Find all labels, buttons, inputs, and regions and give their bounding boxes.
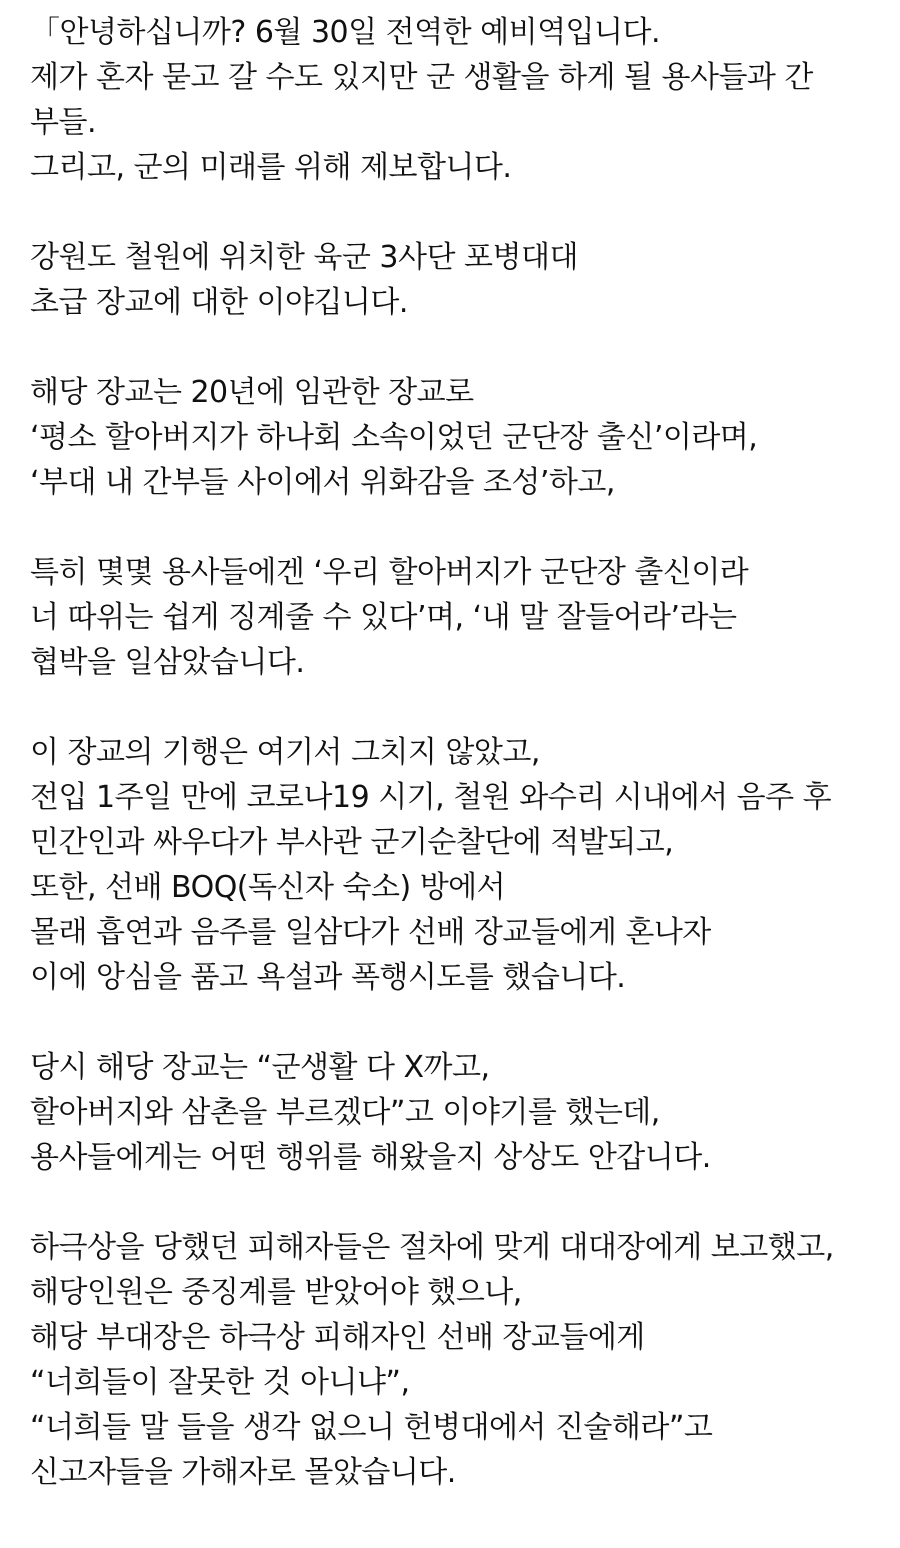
text-line: 강원도 철원에 위치한 육군 3사단 포병대대 [30,240,578,275]
text-line: 해당 장교는 20년에 임관한 장교로 [30,375,474,410]
paragraph [30,550,890,685]
text-line: 협박을 일삼았습니다. [30,645,305,680]
text-line: 하극상을 당했던 피해자들은 절차에 맞게 대대장에게 보고했고, [30,1230,834,1265]
text-line: ‘평소 할아버지가 하나회 소속이었던 군단장 출신’이라며, [30,420,758,455]
text-line: 전입 1주일 만에 코로나19 시기, 철원 와수리 시내에서 음주 후 [30,780,832,815]
text-line: 몰래 흡연과 음주를 일삼다가 선배 장교들에게 혼나자 [30,915,711,950]
text-line: 부들. [30,105,96,140]
text-line: 너 따위는 쉽게 징계줄 수 있다’며, ‘내 말 잘들어라’라는 [30,600,737,635]
text-line: 용사들에게는 어떤 행위를 해왔을지 상상도 안갑니다. [30,1140,711,1175]
text-line: 신고자들을 가해자로 몰았습니다. [30,1455,456,1490]
text-line: 또한, 선배 BOQ(독신자 숙소) 방에서 [30,870,506,905]
text-line: 해당 부대장은 하극상 피해자인 선배 장교들에게 [30,1320,645,1355]
text-line: 당시 해당 장교는 “군생활 다 X까고, [30,1050,490,1085]
paragraph [30,730,890,1000]
paragraph [30,1225,890,1495]
text-line: 초급 장교에 대한 이야깁니다. [30,285,408,320]
text-line: 할아버지와 삼촌을 부르겠다”고 이야기를 했는데, [30,1095,660,1130]
paragraph [30,235,890,325]
text-line: 이 장교의 기행은 여기서 그치지 않았고, [30,735,540,770]
text-line: 해당인원은 중징계를 받았어야 했으나, [30,1275,522,1310]
paragraph [30,1045,890,1180]
text-line: 그리고, 군의 미래를 위해 제보합니다. [30,150,512,185]
text-line: “너희들 말 들을 생각 없으니 헌병대에서 진술해라”고 [30,1410,713,1445]
text-line: 「안녕하십니까? 6월 30일 전역한 예비역입니다. [30,15,661,50]
paragraph [30,370,890,505]
text-line: ‘부대 내 간부들 사이에서 위화감을 조성’하고, [30,465,615,500]
text-line: 제가 혼자 묻고 갈 수도 있지만 군 생활을 하게 될 용사들과 간 [30,60,813,95]
document-body [30,10,890,1495]
text-line: 이에 앙심을 품고 욕설과 폭행시도를 했습니다. [30,960,626,995]
paragraph [30,10,890,190]
text-line: 민간인과 싸우다가 부사관 군기순찰단에 적발되고, [30,825,674,860]
text-line: 특히 몇몇 용사들에겐 ‘우리 할아버지가 군단장 출신이라 [30,555,749,590]
text-line: “너희들이 잘못한 것 아니냐”, [30,1365,410,1400]
